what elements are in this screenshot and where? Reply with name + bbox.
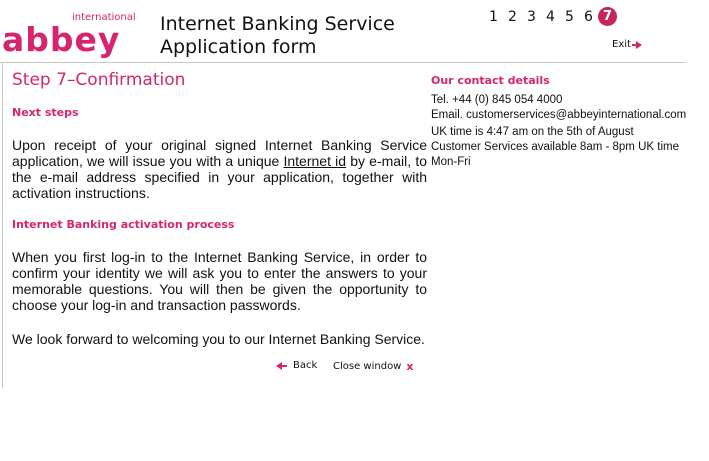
logo-abbey-text: abbey (2, 20, 121, 59)
arrow-right-icon (636, 41, 642, 49)
contact-heading: Our contact details (431, 74, 550, 87)
step-4: 4 (546, 8, 555, 25)
step-1: 1 (489, 8, 498, 25)
activation-heading: Internet Banking activation process (12, 218, 235, 231)
close-window-label: Close window (333, 361, 402, 372)
arrow-left-icon (276, 362, 282, 370)
uk-time: UK time is 4:47 am on the 5th of August (431, 126, 634, 138)
contact-details (431, 74, 706, 170)
exit-label: Exit (612, 39, 631, 50)
close-icon: x (406, 360, 414, 373)
welcome-paragraph: We look forward to welcoming you to our Internet Banking Service. (12, 331, 425, 347)
next-steps-heading: Next steps (12, 106, 79, 119)
internet-id-link[interactable]: Internet id (283, 153, 347, 169)
para1-text-a: Upon receipt of your original signed Internet Banking Service application, we will issue you with a unique (12, 137, 427, 169)
activation-paragraph: When you first log-in to the Internet Banking Service, in order to confirm your identity we will ask you to enter the answers to your memorable questions. You will then be given the opportunity to choose your log-in and transaction passwords. (12, 249, 427, 313)
next-steps-paragraph (12, 137, 427, 201)
back-button[interactable] (276, 360, 317, 371)
service-hours: Customer Services available 8am - 8pm UK time (431, 141, 679, 153)
service-days: Mon-Fri (431, 156, 471, 168)
left-border (2, 63, 3, 388)
close-window-button[interactable] (333, 360, 413, 373)
step-5: 5 (565, 8, 574, 25)
app-title-line1: Internet Banking Service (160, 13, 395, 35)
para1-text-b: by e-mail, to the e-mail address specified in your application, together with activation instructions. (12, 153, 428, 201)
step-3: 3 (527, 8, 536, 25)
app-title (160, 13, 395, 59)
step-indicator (484, 7, 617, 26)
back-label: Back (293, 360, 318, 371)
exit-link[interactable] (612, 39, 642, 50)
step-7-active: 7 (598, 7, 617, 26)
page-title: Step 7–Confirmation (12, 70, 186, 90)
logo-international-text: international (72, 12, 136, 23)
app-title-line2: Application form (160, 36, 317, 58)
contact-tel: Tel. +44 (0) 845 054 4000 (431, 94, 563, 106)
main-content (12, 68, 427, 347)
step-2: 2 (508, 8, 517, 25)
contact-email: Email. customerservices@abbeyinternational.com (431, 109, 687, 121)
step-6: 6 (584, 8, 593, 25)
abbey-logo (2, 10, 136, 60)
header-divider (0, 62, 686, 63)
